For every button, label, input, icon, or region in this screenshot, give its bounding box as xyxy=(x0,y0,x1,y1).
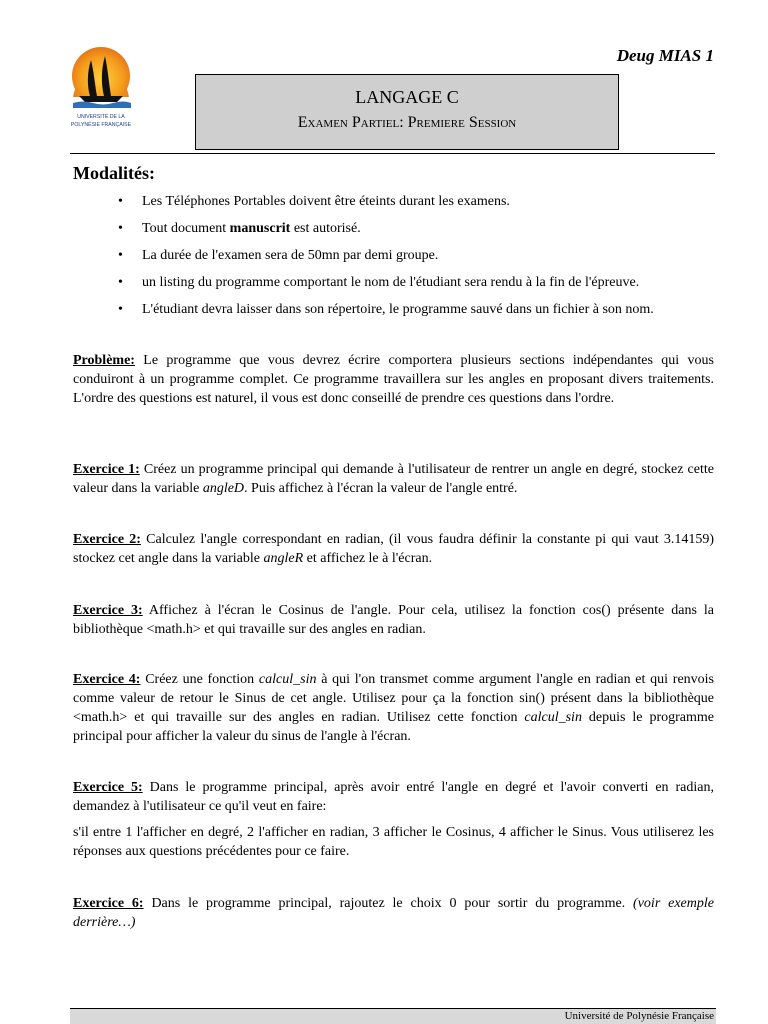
exercice-label: Exercice 6: xyxy=(73,896,144,911)
probleme-paragraph: Problème: Le programme que vous devrez écrire comportera plusieurs sections indépendantes qui vous conduiront à un programme complet. Ce programme travaillera sur les angles en proposant divers traitements. L'ordre des questions est naturel, il vous est donc conseillé de prendre ces questions dans l'ordre. xyxy=(73,353,714,406)
list-item: • Tout document manuscrit est autorisé. xyxy=(118,221,361,236)
exercice-3: Exercice 3: Affichez à l'écran le Cosinus de l'angle. Pour cela, utilisez la fonction cos() présente dans la bibliothèque <math.h> et qui travaille sur des angles en radian. xyxy=(73,603,714,637)
bullet-icon: • xyxy=(118,248,123,263)
probleme-label: Problème: xyxy=(73,353,135,368)
title-box xyxy=(195,74,619,150)
list-item: • un listing du programme comportant le nom de l'étudiant sera rendu à la fin de l'épreuve. xyxy=(118,275,640,290)
bullet-icon: • xyxy=(118,302,123,317)
exercice-label: Exercice 4: xyxy=(73,672,141,687)
exercice-2: Exercice 2: Calculez l'angle correspondant en radian, (il vous faudra définir la constante pi qui vaut 3.14159) stockez cet angle dans la variable angleR et affichez le à l'écran. xyxy=(73,532,714,566)
list-item: • L'étudiant devra laisser dans son répertoire, le programme sauvé dans un fichier à son nom. xyxy=(118,302,654,317)
page-subtitle: Examen Partiel: Premiere Session xyxy=(297,114,517,131)
course-label: Deug MIAS 1 xyxy=(616,46,714,65)
bullet-icon: • xyxy=(118,194,123,209)
exercice-label: Exercice 2: xyxy=(73,532,141,547)
exercice-5: Exercice 5: Dans le programme principal, après avoir entré l'angle en degré et l'avoir converti en radian, demandez à l'utilisateur ce qu'il veut en faire: xyxy=(73,780,714,814)
exercice-label: Exercice 5: xyxy=(73,780,143,795)
list-item: • La durée de l'examen sera de 50mn par demi groupe. xyxy=(118,248,439,263)
exercice-1: Exercice 1: Créez un programme principal qui demande à l'utilisateur de rentrer un angle en degré, stockez cette valeur dans la variable angleD. Puis affichez à l'écran la valeur de l'angle entré. xyxy=(73,462,714,496)
modalites-heading: Modalités: xyxy=(73,163,155,183)
svg-text:UNIVERSITÉ DE LA: UNIVERSITÉ DE LA xyxy=(77,114,125,120)
exercice-4: Exercice 4: Créez une fonction calcul_sin à qui l'on transmet comme argument l'angle en radian et qui renvois comme valeur de retour le Sinus de cet angle. Utilisez pour ça la fonction sin() présent dans la bibliothèque <math.h> et qui travaille sur des angles en radian. Utilisez cette fonction calcul_sin depuis le programme principal pour afficher la valeur du sinus de l'angle à l'écran. xyxy=(73,672,714,744)
page-title: LANGAGE C xyxy=(355,87,459,107)
bullet-icon: • xyxy=(118,221,123,236)
exercice-label: Exercice 3: xyxy=(73,603,143,618)
exercice-6: Exercice 6: Dans le programme principal, rajoutez le choix 0 pour sortir du programme. (voir exemple derrière…) xyxy=(73,896,714,930)
footer-text: Université de Polynésie Française xyxy=(564,1010,714,1022)
list-item: • Les Téléphones Portables doivent être éteints durant les examens. xyxy=(118,194,510,209)
header-divider xyxy=(70,153,715,154)
bullet-icon: • xyxy=(118,275,123,290)
modalites-list xyxy=(118,193,718,328)
university-logo xyxy=(69,42,133,134)
svg-text:POLYNÉSIE FRANÇAISE: POLYNÉSIE FRANÇAISE xyxy=(70,122,132,128)
exercice-5-continued: s'il entre 1 l'afficher en degré, 2 l'afficher en radian, 3 afficher le Cosinus, 4 afficher le Sinus. Vous utiliserez les réponses aux questions précédentes pour ce faire. xyxy=(73,825,714,859)
exercice-label: Exercice 1: xyxy=(73,462,140,477)
